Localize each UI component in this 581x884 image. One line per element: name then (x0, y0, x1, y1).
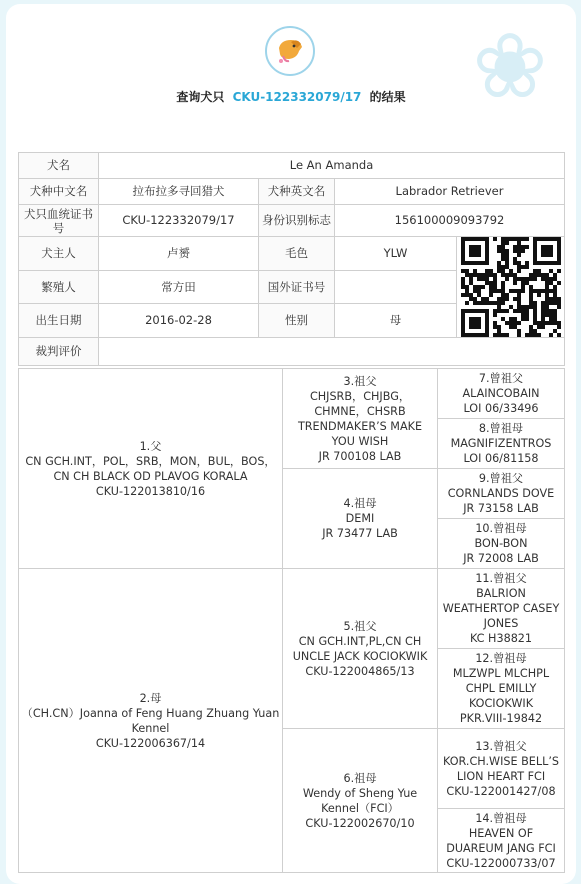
ancestor-8-name: MAGNIFIZENTROS (450, 437, 552, 450)
pedigree-granddam-1 (283, 469, 438, 569)
ancestor-11-label: 11.曾祖父 (475, 572, 527, 585)
dam-reg: CKU-122006367/14 (95, 736, 206, 750)
grandsire-2-label: 5.祖父 (343, 619, 377, 633)
qr-code-icon (461, 237, 561, 337)
pedigree-table (18, 368, 565, 873)
cert-label: 犬只血统证书号 (19, 205, 99, 237)
ancestor-13-name: KOR.CH.WISE BELL’S LION HEART FCI (443, 754, 559, 783)
pedigree-ancestor-7 (438, 369, 565, 419)
breeder: 常方田 (99, 271, 259, 304)
dog-info-table (18, 152, 565, 366)
granddam-2-name: Wendy of Sheng Yue Kennel（FCI） (302, 786, 418, 815)
ancestor-14-label: 14.曾祖母 (475, 811, 527, 825)
color-label: 毛色 (259, 237, 335, 271)
pedigree-ancestor-9 (438, 469, 565, 519)
ancestor-12-label: 12.曾祖母 (475, 652, 527, 665)
pedigree-sire (19, 369, 283, 569)
ancestor-14-reg: CKU-122000733/07 (446, 856, 556, 870)
ancestor-7-name: ALAINCOBAIN (462, 387, 540, 400)
ancestor-11-reg: KC H38821 (469, 632, 533, 645)
ancestor-7-label: 7.曾祖父 (478, 372, 524, 385)
table-row (19, 153, 565, 179)
table-row (19, 179, 565, 205)
granddam-1-name: DEMI (345, 512, 375, 525)
table-row (19, 237, 565, 271)
sex: 母 (335, 304, 457, 338)
grandsire-1-name: CHJSRB，CHJBG，CHMNE，CHSRB TRENDMAKER’S MAKE YOU WISH (297, 389, 423, 448)
en-breed: Labrador Retriever (335, 179, 565, 205)
granddam-1-label: 4.祖母 (343, 497, 377, 510)
pedigree-ancestor-13 (438, 729, 565, 809)
pedigree-ancestor-8 (438, 419, 565, 469)
judge-label: 裁判评价 (19, 338, 99, 366)
pedigree-grandsire-2 (283, 569, 438, 729)
ancestor-8-label: 8.曾祖母 (478, 422, 524, 435)
ancestor-9-label: 9.曾祖父 (478, 472, 524, 485)
table-row (19, 338, 565, 366)
ancestor-13-label: 13.曾祖父 (475, 739, 527, 753)
ancestor-9-reg: JR 73158 LAB (463, 502, 539, 515)
ancestor-13-reg: CKU-122001427/08 (446, 784, 556, 798)
cert-number: CKU-122332079/17 (99, 205, 259, 237)
ancestor-8-reg: LOI 06/81158 (463, 452, 539, 465)
grandsire-2-name: CN GCH.INT,PL,CN CH UNCLE JACK KOCIOKWIK (292, 634, 428, 663)
sire-label: 1.父 (139, 439, 162, 453)
ancestor-12-reg: PKR.VIII-19842 (459, 712, 543, 725)
pedigree-ancestor-14 (438, 809, 565, 873)
title-suffix: 的结果 (369, 90, 406, 104)
ancestor-10-reg: JR 72008 LAB (463, 552, 539, 565)
table-row (19, 205, 565, 237)
pedigree-ancestor-10 (438, 519, 565, 569)
ancestor-10-name: BON-BON (474, 537, 528, 550)
title-prefix: 查询犬只 (176, 90, 225, 104)
sire-reg: CKU-122013810/16 (95, 484, 206, 498)
title-dog-id: CKU-122332079/17 (232, 90, 362, 104)
page-title (6, 88, 576, 105)
watermark-decoration: ❀ (472, 14, 548, 119)
chip-label: 身份识别标志 (259, 205, 335, 237)
dam-label: 2.母 (139, 691, 162, 705)
dob: 2016-02-28 (99, 304, 259, 338)
pedigree-granddam-2 (283, 729, 438, 873)
table-row (19, 569, 565, 649)
pedigree-dam (19, 569, 283, 873)
chip-number: 156100009093792 (335, 205, 565, 237)
pedigree-ancestor-11 (438, 569, 565, 649)
dam-name: （CH.CN）Joanna of Feng Huang Zhuang Yuan Kennel (21, 706, 280, 735)
granddam-1-reg: JR 73477 LAB (322, 527, 398, 540)
result-card (6, 4, 576, 884)
dog-name: Le An Amanda (99, 153, 565, 179)
ancestor-9-name: CORNLANDS DOVE (447, 487, 555, 500)
foreign-cert-label: 国外证书号 (259, 271, 335, 304)
owner: 卢赟 (99, 237, 259, 271)
en-breed-label: 犬种英文名 (259, 179, 335, 205)
sire-name: CN GCH.INT，POL，SRB，MON，BUL，BOS，CN CH BLACK OD PLAVOG KORALA (25, 454, 276, 483)
ancestor-11-name: BALRION WEATHERTOP CASEY JONES (442, 587, 560, 630)
ancestor-14-name: HEAVEN OF DUAREUM JANG FCI (446, 826, 556, 855)
pedigree-ancestor-12 (438, 649, 565, 729)
breeder-label: 繁殖人 (19, 271, 99, 304)
coat-color: YLW (335, 237, 457, 271)
cn-breed: 拉布拉多寻回猎犬 (99, 179, 259, 205)
sex-label: 性别 (259, 304, 335, 338)
name-label: 犬名 (19, 153, 99, 179)
granddam-2-label: 6.祖母 (343, 771, 377, 785)
granddam-2-reg: CKU-122002670/10 (305, 816, 415, 830)
pedigree-grandsire-1 (283, 369, 438, 469)
table-row (19, 369, 565, 419)
ancestor-10-label: 10.曾祖母 (475, 522, 527, 535)
grandsire-1-reg: JR 700108 LAB (318, 449, 402, 463)
judge-comment (99, 338, 565, 366)
cn-breed-label: 犬种中文名 (19, 179, 99, 205)
ancestor-12-name: MLZWPL MLCHPL CHPL EMILLY KOCIOKWIK (452, 667, 550, 710)
qr-code-cell (457, 237, 565, 338)
owner-label: 犬主人 (19, 237, 99, 271)
grandsire-1-label: 3.祖父 (343, 374, 377, 388)
grandsire-2-reg: CKU-122004865/13 (305, 664, 415, 678)
foreign-cert (335, 271, 457, 304)
dog-logo-icon (265, 26, 315, 76)
dob-label: 出生日期 (19, 304, 99, 338)
ancestor-7-reg: LOI 06/33496 (463, 402, 539, 415)
